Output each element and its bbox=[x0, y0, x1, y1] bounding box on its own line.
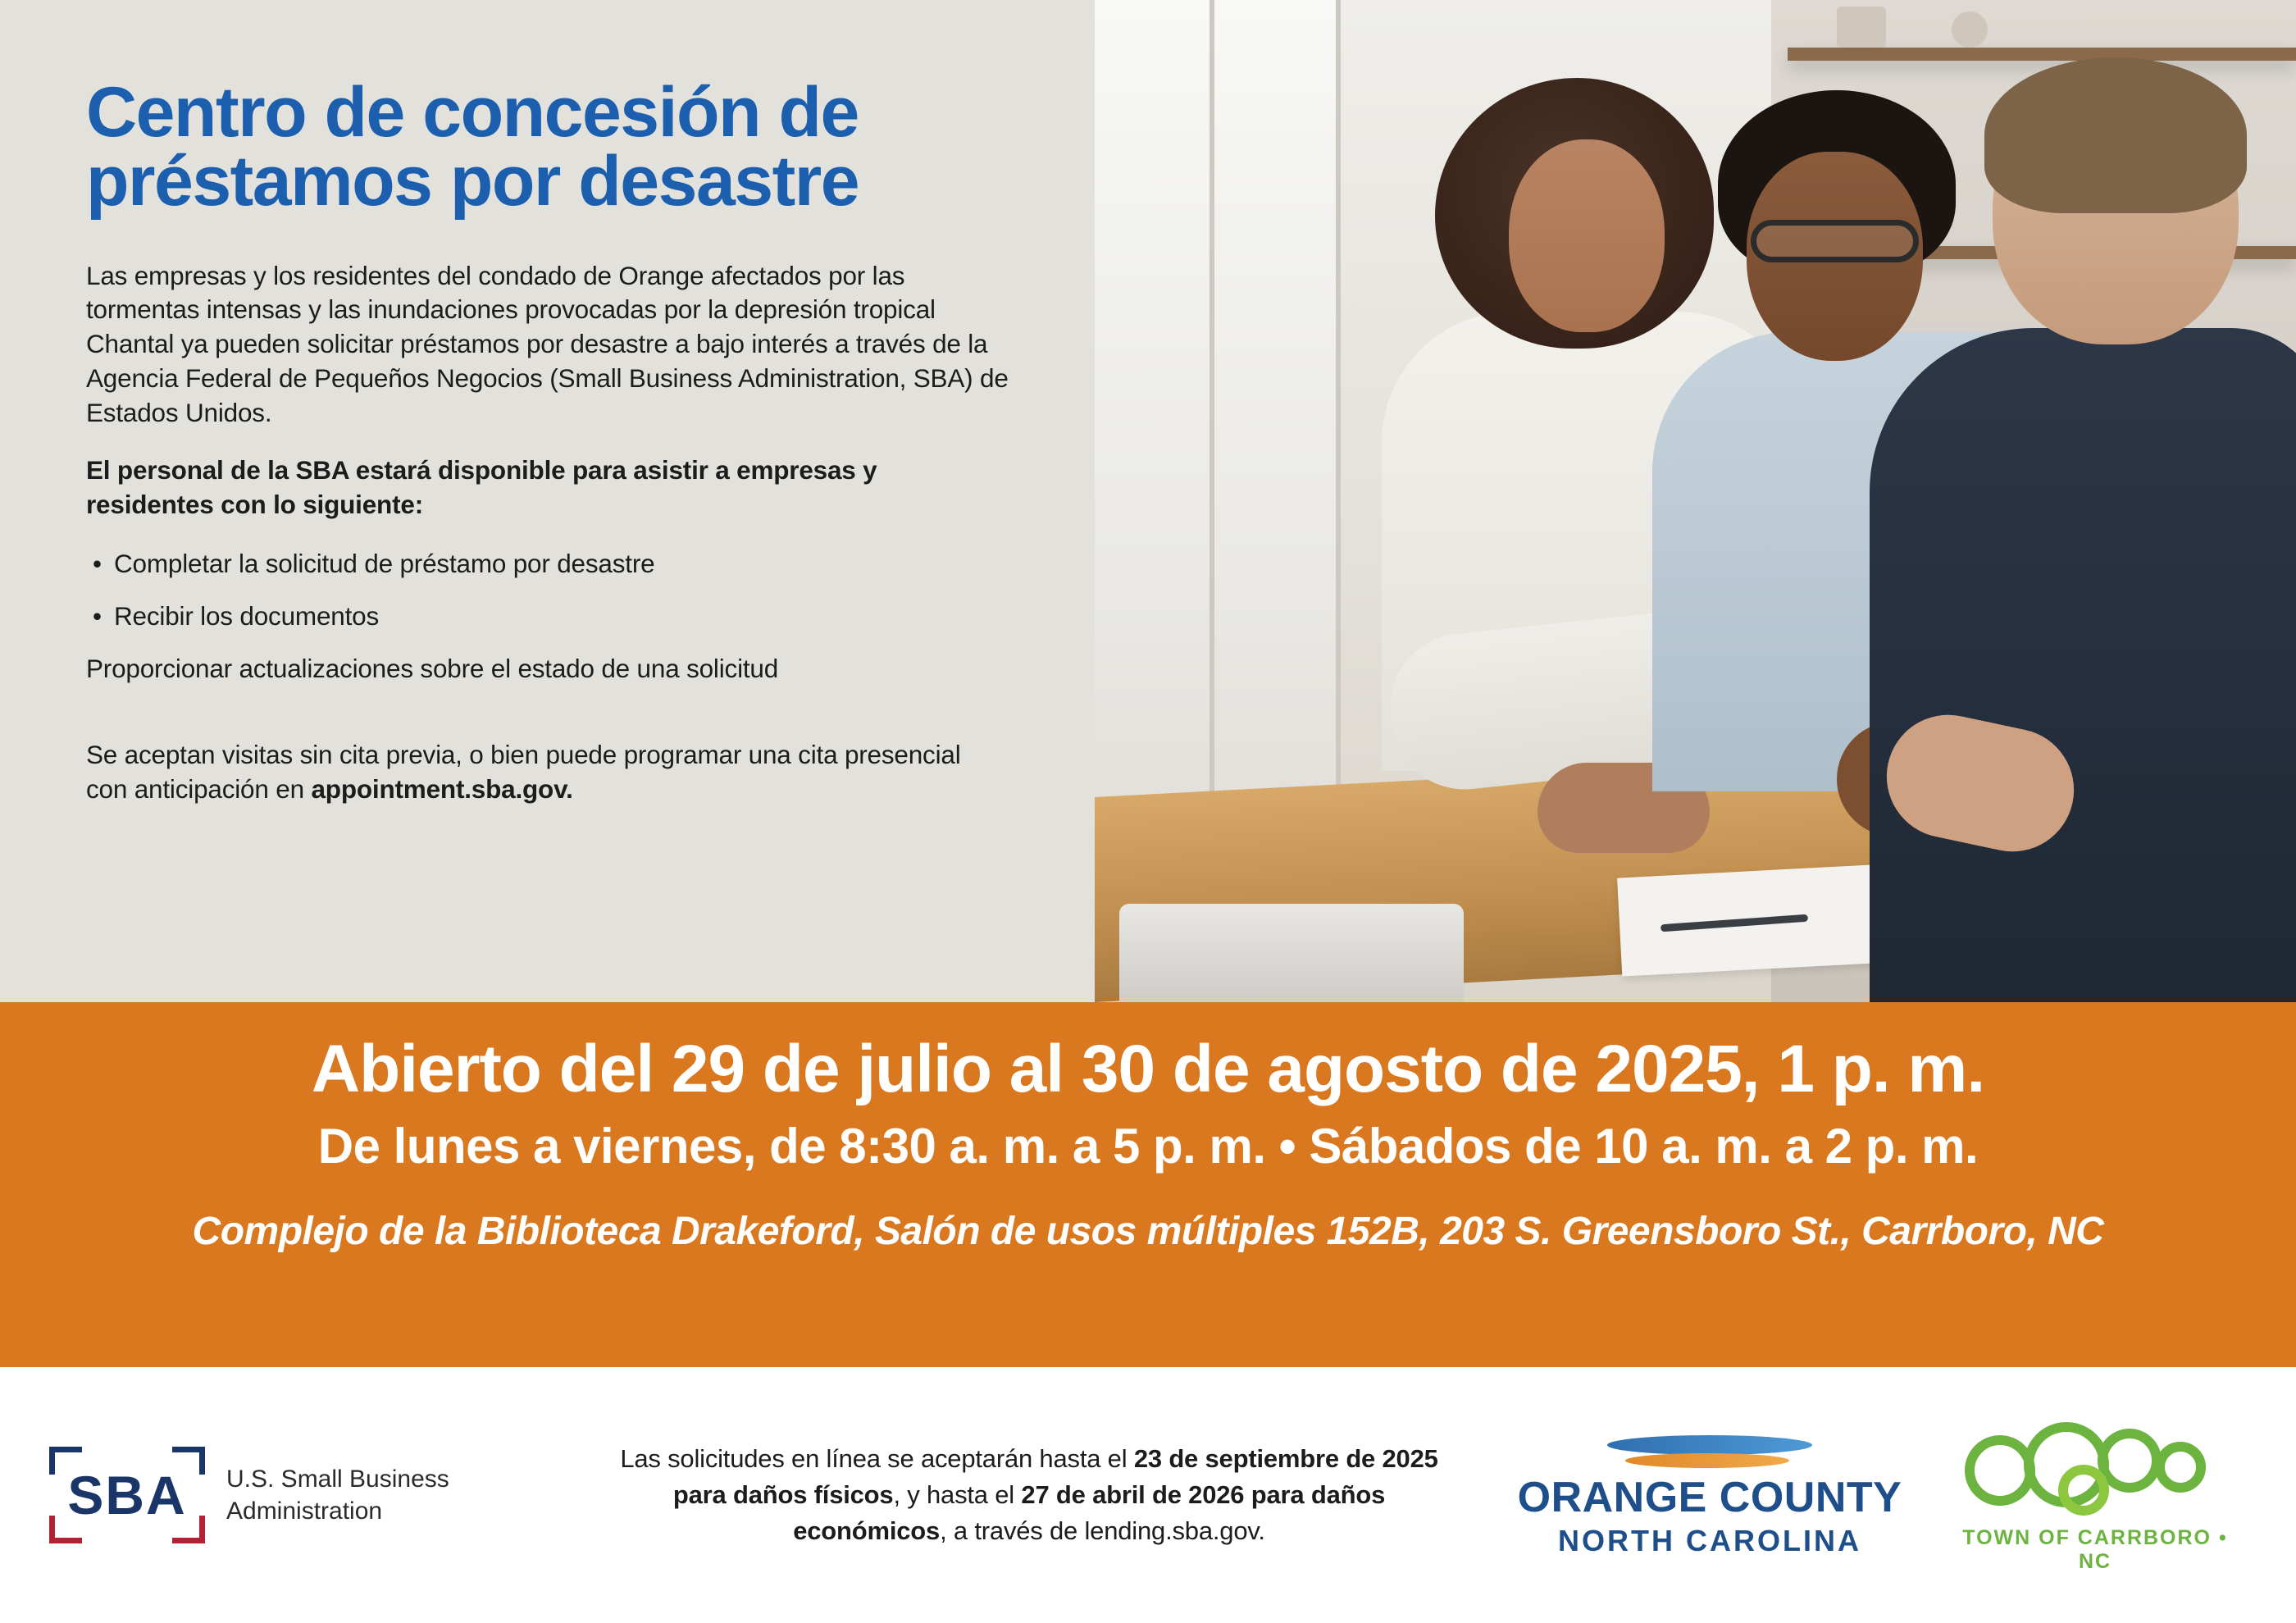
sba-mark-text: SBA bbox=[67, 1465, 187, 1525]
page-title: Centro de concesión de préstamos por desastre bbox=[86, 73, 859, 221]
services-extra: Proporcionar actualizaciones sobre el estado de una solicitud bbox=[86, 653, 779, 683]
shelf-object bbox=[1952, 11, 1988, 48]
photo-laptop bbox=[1119, 904, 1464, 1002]
photo-advisor-body bbox=[1870, 328, 2296, 1002]
sba-name-line-1: U.S. Small Business bbox=[226, 1466, 449, 1493]
carrboro-logo bbox=[1943, 1417, 2296, 1574]
swoosh-blue-icon bbox=[1607, 1435, 1812, 1455]
shelf-object bbox=[1837, 7, 1886, 48]
orange-county-swoosh-icon bbox=[1607, 1432, 1812, 1471]
footer bbox=[0, 1367, 2296, 1623]
orange-county-name: ORANGE COUNTY bbox=[1517, 1474, 1902, 1521]
deadline-physical: 23 de septiembre de 2025 para daños físicos bbox=[672, 1443, 1438, 1509]
photo-man-glasses bbox=[1751, 220, 1919, 262]
deadline-text-2: , y hasta el bbox=[893, 1479, 1022, 1509]
orange-county-logo bbox=[1484, 1432, 1943, 1558]
shelf-board bbox=[1788, 48, 2296, 61]
event-hours: De lunes a viernes, de 8:30 a. m. a 5 p. m. • Sábados de 10 a. m. a 2 p. m. bbox=[317, 1118, 1979, 1174]
photo-woman-face bbox=[1509, 139, 1665, 332]
walkin-text: Se aceptan visitas sin cita previa, o bien puede programar una cita presencial con anticipación en bbox=[86, 740, 961, 805]
intro-paragraph: Las empresas y los residentes del condado de Orange afectados por las tormentas intensas y las inundaciones provocadas por la depresión tropical Chantal ya pueden solicitar préstamos por desastre a bajo interés a través de la Agencia Federal de Pequeños Negocios (Small Business Administration, SBA) de Estados Unidos. bbox=[86, 260, 1009, 428]
deadline-text-3: , a través de lending.sba.gov. bbox=[940, 1516, 1265, 1545]
ring-icon bbox=[2155, 1442, 2206, 1493]
text-panel bbox=[0, 0, 1095, 1002]
deadline-note bbox=[574, 1441, 1484, 1549]
services-heading: El personal de la SBA estará disponible para asistir a empresas y residentes con lo siguiente: bbox=[86, 454, 877, 519]
photo-meeting bbox=[1095, 0, 2296, 1002]
ring-icon bbox=[2058, 1465, 2109, 1516]
services-list bbox=[86, 547, 1009, 634]
deadline-economic: 27 de abril de 2026 para daños económicos bbox=[793, 1479, 1386, 1545]
photo-advisor-hair bbox=[1984, 57, 2247, 213]
deadline-text-1: Las solicitudes en línea se aceptarán hasta el bbox=[620, 1443, 1134, 1473]
event-location: Complejo de la Biblioteca Drakeford, Salón de usos múltiples 152B, 203 S. Greensboro St., Carrboro, NC bbox=[192, 1209, 2104, 1253]
list-item: • Completar la solicitud de préstamo por desastre bbox=[86, 547, 1009, 581]
walkin-note bbox=[86, 738, 1009, 807]
orange-county-state: NORTH CAROLINA bbox=[1558, 1524, 1861, 1557]
appointment-link[interactable]: appointment.sba.gov. bbox=[311, 774, 573, 805]
swoosh-orange-icon bbox=[1625, 1453, 1789, 1468]
sba-agency-name bbox=[226, 1463, 449, 1527]
sba-name-line-2: Administration bbox=[226, 1498, 383, 1525]
event-dates: Abierto del 29 de julio al 30 de agosto de 2025, 1 p. m. bbox=[311, 1032, 1985, 1106]
event-details-band bbox=[0, 1002, 2296, 1367]
carrboro-name: TOWN OF CARRBORO • NC bbox=[1962, 1525, 2228, 1573]
sba-logo-icon bbox=[49, 1447, 205, 1543]
carrboro-rings-icon bbox=[1960, 1417, 2230, 1520]
list-item: • Recibir los documentos bbox=[86, 600, 1009, 634]
sba-logo bbox=[0, 1447, 574, 1543]
